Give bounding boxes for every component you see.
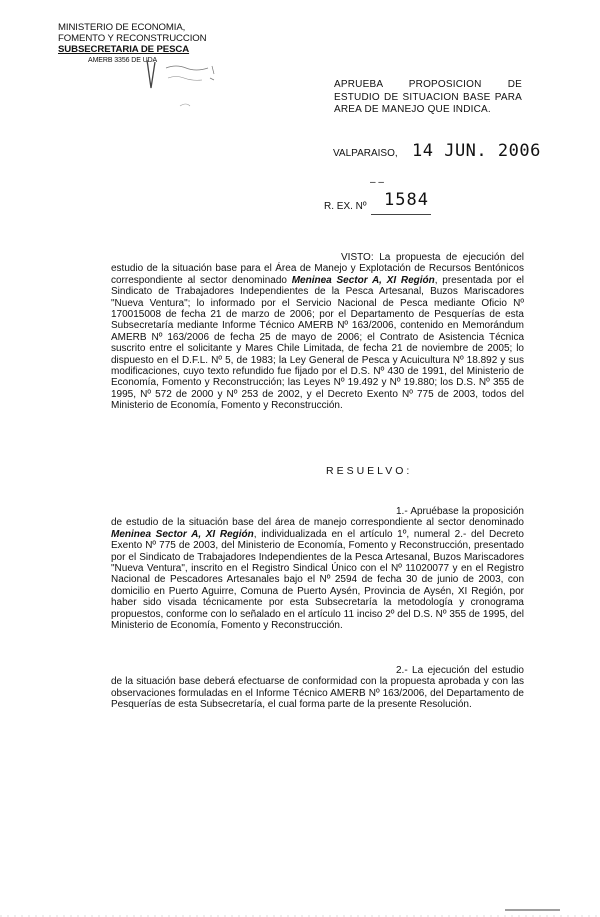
issuer-ministry-2: FOMENTO Y RECONSTRUCCION	[58, 33, 207, 44]
scan-edge	[0, 908, 600, 917]
handwritten-mark	[145, 58, 157, 90]
resolution-date: 14 JUN. 2006	[412, 141, 541, 161]
resuelvo-heading: RESUELVO:	[326, 465, 413, 477]
article-1-text-a: 1.- Apruébase la proposición de estudio de la situación base del área de manejo correspondiente al sector denominado	[111, 506, 524, 529]
document-code: AMERB 3356 DE UDA	[88, 57, 158, 64]
issuer-ministry: MINISTERIO DE ECONOMIA,	[58, 22, 186, 33]
stamp-scribble	[162, 60, 218, 112]
issuer-subsecretaria: SUBSECRETARIA DE PESCA	[58, 44, 190, 55]
article-1-sector-name: Meninea Sector A, XI Región	[111, 528, 254, 540]
resolution-number-label: R. EX. Nº	[324, 201, 367, 212]
visto-paragraph	[111, 252, 524, 412]
resolution-subject: APRUEBA PROPOSICION DE ESTUDIO DE SITUACION BASE PARA AREA DE MANEJO QUE INDICA.	[334, 79, 522, 115]
article-1-text-b: , individualizada en el artículo 1º, numeral 2.- del Decreto Exento Nº 775 de 2003, del Ministerio de Economía, Fomento y Reconstrucción, presentado por el Sindicato de Trabajadores Independientes de la Pesca Artesanal, Buzos Mariscadores "Nueva Ventura", inscrito en el Registro Sindical Único con el Nº 11020077 y en el Registro Nacional de Pescadores Artesanales bajo el Nº 2594 de fecha 30 de junio de 2003, con domicilio en Puerto Aguirre, Comuna de Puerto Aysén, Provincia de Aysén, XI Región, por haber sido visada técnicamente por esta Subsecretaría la metodología y cronograma propuestos, conforme con lo señalado en el artículo 11 inciso 2º del D.S. Nº 355 de 1995, del Ministerio de Economía, Fomento y Reconstrucción.	[111, 528, 524, 632]
article-1	[111, 506, 524, 631]
place-label: VALPARAISO,	[333, 148, 398, 159]
article-2: 2.- La ejecución del estudio de la situación base deberá efectuarse de conformidad con la propuesta aprobada y con las observaciones formuladas en el Informe Técnico AMERB Nº 163/2006, del Departamento de Pesquerías de esta Subsecretaría, el cual forma parte de la presente Resolución.	[111, 665, 524, 711]
visto-sector-name: Meninea Sector A, XI Región	[291, 274, 435, 286]
visto-text-1: VISTO: La propuesta de ejecución del estudio de la situación base para el Área de Manejo y Explotación de Recursos Bentónicos correspondiente al sector denominado	[111, 252, 524, 286]
resolution-number: 1584	[384, 190, 429, 210]
separator-dash: – –	[370, 177, 384, 188]
visto-text-2: , presentada por el Sindicato de Trabajadores Independientes de la Pesca Artesanal, Buzos Mariscadores "Nueva Ventura"; lo informado por el Servicio Nacional de Pesca mediante Oficio Nº 170015008 de fecha 21 de marzo de 2006; por el Departamento de Pesquerías de esta Subsecretaría mediante Informe Técnico AMERB Nº 163/2006, contenido en Memorándum AMERB Nº 163/2006 de fecha 25 de mayo de 2006; el Contrato de Asistencia Técnica suscrito entre el solicitante y Mares Chile Limitada, de fecha 21 de noviembre de 2005; lo dispuesto en el D.F.L. Nº 5, de 1983; la Ley General de Pesca y Acuicultura Nº 18.892 y sus modificaciones, cuyo texto refundido fue fijado por el D.S. Nº 430 de 1991, del Ministerio de Economía, Fomento y Reconstrucción; las Leyes Nº 19.492 y Nº 19.880; los D.S. Nº 355 de 1995, Nº 572 de 2000 y Nº 253 de 2002, y el Decreto Exento Nº 775 de 2003, todos del Ministerio de Economía, Fomento y Reconstrucción.	[111, 274, 525, 412]
resolution-number-underline	[371, 214, 431, 215]
